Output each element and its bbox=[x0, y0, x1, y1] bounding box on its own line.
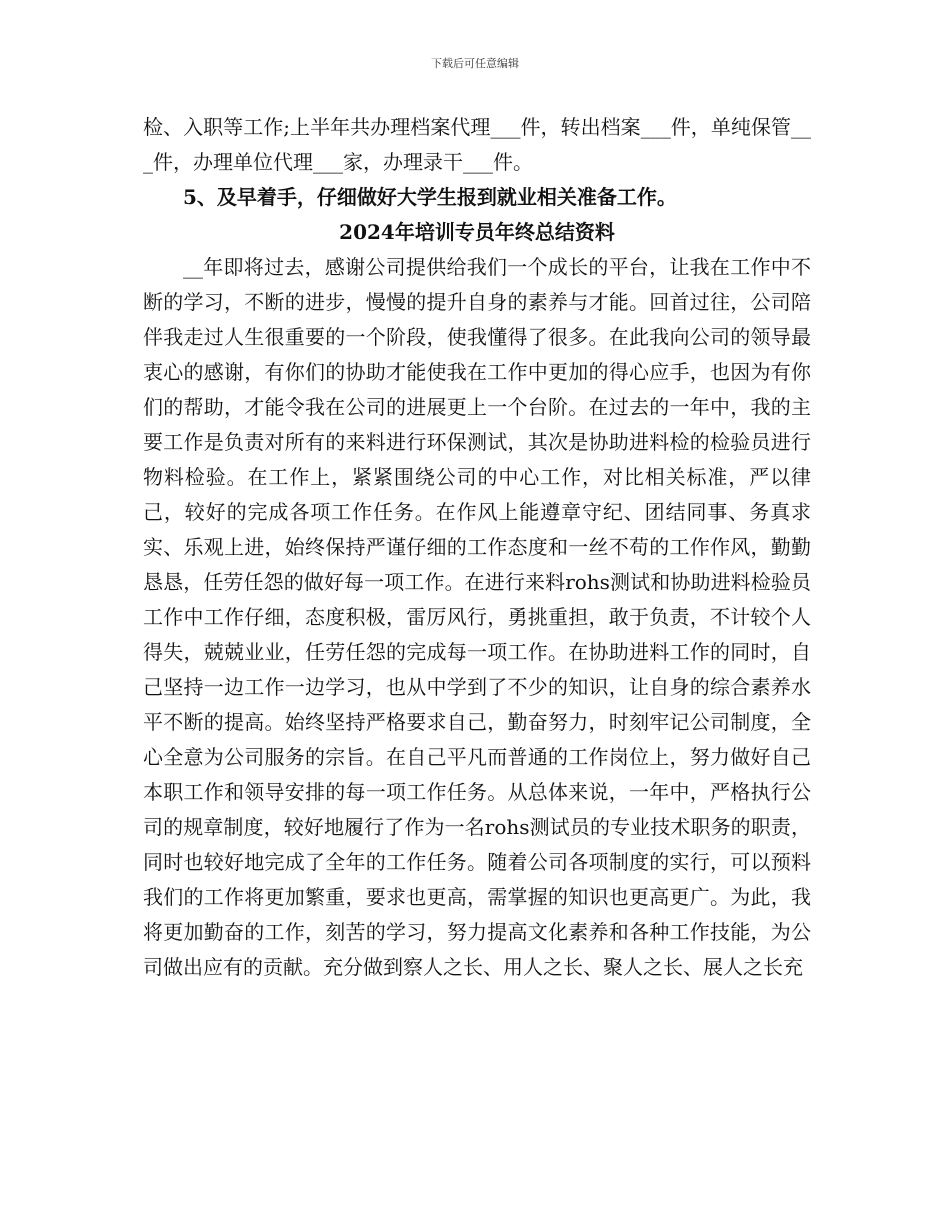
document-title: 2024年培训专员年终总结资料 bbox=[339, 220, 615, 244]
item-5-heading: 5、及早着手，仔细做好大学生报到就业相关准备工作。 bbox=[183, 185, 677, 209]
page-header: 下载后可任意编辑 bbox=[431, 57, 519, 70]
continuation-paragraph: 检、入职等工作;上半年共办理档案代理___件，转出档案___件，单纯保管___件，办理单位代理___家，办理录干___件。 bbox=[143, 115, 811, 174]
document-body bbox=[143, 110, 811, 985]
body-paragraph: __年即将过去，感谢公司提供给我们一个成长的平台，让我在工作中不断的学习，不断的进步，慢慢的提升自身的素养与才能。回首过往，公司陪伴我走过人生很重要的一个阶段，使我懂得了很多。在此我向公司的领导最衷心的感谢，有你们的协助才能使我在工作中更加的得心应手，也因为有你们的帮助，才能令我在公司的进展更上一个台阶。在过去的一年中，我的主要工作是负责对所有的来料进行环保测试，其次是协助进料检的检验员进行物料检验。在工作上，紧紧围绕公司的中心工作，对比相关标准，严以律己，较好的完成各项工作任务。在作风上能遵章守纪、团结同事、务真求实、乐观上进，始终保持严谨仔细的工作态度和一丝不苟的工作作风，勤勤恳恳，任劳任怨的做好每一项工作。在进行来料rohs测试和协助进料检验员工作中工作仔细，态度积极，雷厉风行，勇挑重担，敢于负责，不计较个人得失，兢兢业业，任劳任怨的完成每一项工作。在协助进料工作的同时，自己坚持一边工作一边学习，也从中学到了不少的知识，让自身的综合素养水平不断的提高。始终坚持严格要求自己，勤奋努力，时刻牢记公司制度，全心全意为公司服务的宗旨。在自己平凡而普通的工作岗位上，努力做好自己本职工作和领导安排的每一项工作任务。从总体来说，一年中，严格执行公司的规章制度，较好地履行了作为一名rohs测试员的专业技术职务的职责，同时也较好地完成了全年的工作任务。随着公司各项制度的实行，可以预料我们的工作将更加繁重，要求也更高，需掌握的知识也更高更广。为此，我将更加勤奋的工作，刻苦的学习，努力提高文化素养和各种工作技能，为公司做出应有的贡献。充分做到察人之长、用人之长、聚人之长、展人之长充 bbox=[143, 255, 811, 979]
